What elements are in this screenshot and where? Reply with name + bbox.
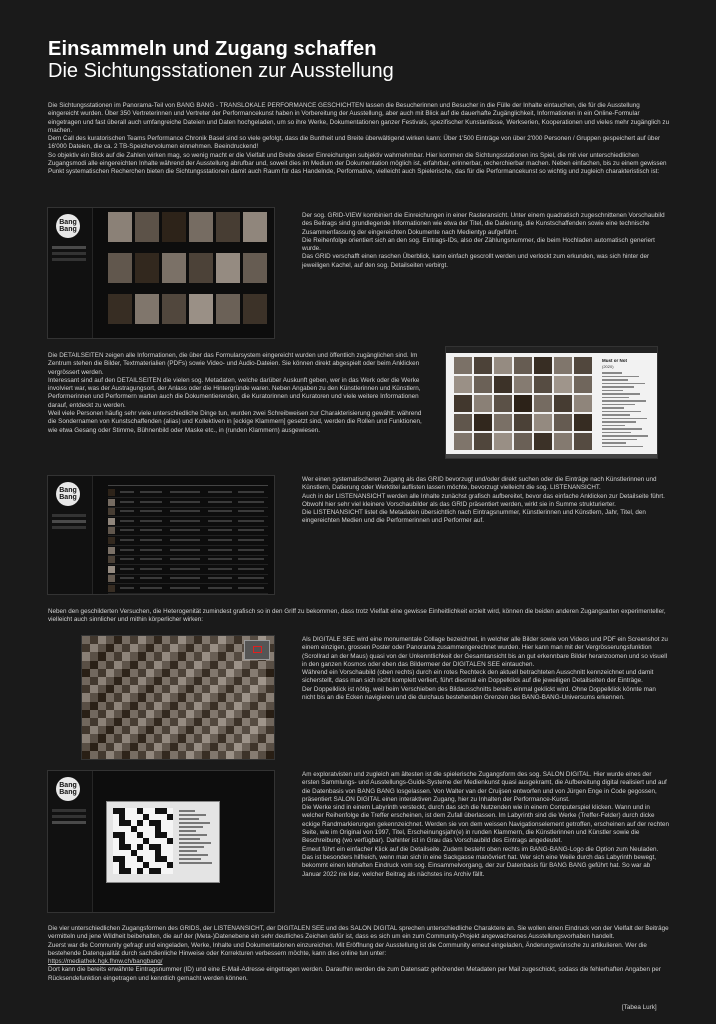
bridge-text xyxy=(48,608,670,625)
grid-tile[interactable] xyxy=(216,212,240,242)
list-row[interactable] xyxy=(108,584,268,594)
signature: [Tabea Lurk] xyxy=(622,1004,657,1011)
outro_text-paragraph-0: Die vier unterschiedlichen Zugangsformen des GRIDS, der LISTENANSICHT, der DIGITALEN SEE und des SALON DIGITAL sprechen unterschiedliche Charaktere an. Sie wollen einen Eindruck von der Vielfalt der Beiträge vermitteln und jene Wildheit beibehalten, die auf der (Meta-)Datenebene ein sehr deutliches Zeichen dafür ist, dass es sich um ein zum Community-Projekt angewachsenes Ausstellungsvorhaben handelt. xyxy=(48,925,669,941)
detail-thumbnail[interactable] xyxy=(474,376,492,393)
detail-thumbnail[interactable] xyxy=(454,376,472,393)
grid-tile[interactable] xyxy=(243,212,267,242)
salon_text-paragraph-1: Die Werke sind in einem Labyrinth versteckt, durch das sich die Nutzenden wie in einem Computerspiel klicken. Wann und in welcher Reihenfolge die Treffer erscheinen, ist dem Zufall überlassen. Im Labyrinth sind die Werke (Treffer-Felder) durch dicke eckige Randmarkierungen gekennzeichnet. Werden sie von dem weissen Navigationselement getroffen, erscheinen auf der rechten Seite, wie im Original von 1997, Titel, Erscheinungsjahr(e) in runden Klammern, die Künstlerinnen und Künstler sowie die Beschreibung (wo verfügbar). Dahinter ist in Grau das Vorschaubild des Eintrags angedeutet. xyxy=(302,804,669,845)
grid-tile[interactable] xyxy=(162,294,186,324)
detail-thumbnail[interactable] xyxy=(494,376,512,393)
grid-tile[interactable] xyxy=(135,212,159,242)
grid-tile[interactable] xyxy=(216,294,240,324)
detail-thumbnail[interactable] xyxy=(534,414,552,431)
detail-thumbnail[interactable] xyxy=(454,395,472,412)
detail-thumbnail[interactable] xyxy=(574,395,592,412)
list-row[interactable] xyxy=(108,536,268,546)
bang-bang-logo: Bang Bang xyxy=(56,482,80,506)
grid-tile[interactable] xyxy=(108,212,132,242)
sidebar xyxy=(48,476,93,594)
bang-bang-logo: Bang Bang xyxy=(56,777,80,801)
list-row[interactable] xyxy=(108,565,268,575)
intro-paragraph-0: Die Sichtungsstationen im Panorama-Teil von BANG BANG - TRANSLOKALE PERFORMANCE GESCHICHTEN lassen die Besucherinnen und Besucher in die Fülle der Inhalte eintauchen, die für die Ausstellung eingereicht wurden. Über 350 Vertreterinnen und Vertreter der Performancekunst haben in Vorbereitung der Ausstellung, aber auch mit Blick auf die dauerhafte Zugänglichkeit, Informationen in ein Online-Formular eingetragen und fast überall auch umfangreiche Dateien und Daten hochgeladen, um so ihre Werke, Dokumentationen ganzer Festivals, spezifischer Kunstanlässe, Werkserien, Kooperationen und vieles mehr zugänglich zu machen. xyxy=(48,102,670,134)
detail-thumbnail[interactable] xyxy=(514,395,532,412)
list_text-paragraph-1: Auch in der LISTENANSICHT werden alle Inhalte zunächst grafisch aufbereitet, bevor das einfache Anklicken zur Detailseite führt. Obwohl hier sehr viel kleinere Vorschaubilder als das GRID präsentiert werden, wirkt sie in Summe strukturierter. xyxy=(302,492,665,508)
detail-thumbnail[interactable] xyxy=(494,357,512,374)
detail-thumbnail[interactable] xyxy=(494,433,512,450)
digital-see-text xyxy=(302,636,670,702)
list-row[interactable] xyxy=(108,517,268,527)
salon-digital-screenshot xyxy=(47,770,275,913)
detail-thumbnail[interactable] xyxy=(554,357,572,374)
salon_text-paragraph-2: Erneut führt ein einfacher Klick auf die Detailseite. Zudem besteht oben rechts im BANG-BANG-Logo die Option zum Neuladen. Das ist besonders hilfreich, wenn man sich in eine Sackgasse manövriert hat. Wer sich eine Weile durch das Labyrinth bewegt, bekommt einen lebhaften Eindruck vom sog. Einsammelvorgang, der zur Datenbasis für BANG BANG geführt hat. So war ab Januar 2022 nie klar, welcher Beitrag als nächstes ins Archiv fällt. xyxy=(302,845,659,878)
grid_text-paragraph-2: Das GRID verschafft einen raschen Überblick, kann einfach gescrollt werden und verlockt zum erkunden, was sich hinter der jeweiligen Kachel, auf den sog. Detailseiten verbirgt. xyxy=(302,253,650,269)
digital_text-paragraph-2: Der Doppelklick ist nötig, weil beim Verschieben des Bildausschnitts bereits einmal geklickt wird. Ohne Doppelklick könnte man nicht bis an die Ecken navigieren und die durchaus bestehenden Grenzen des BANG-BANG-Universums erkennen. xyxy=(302,685,656,702)
intro-paragraph-2: So objektiv ein Blick auf die Zahlen wirken mag, so wenig macht er die Vielfalt und Breite dieser Einreichungen subjektiv wahrnehmbar. Hier kommen die Sichtungsstationen ins Spiel, die mit vier unterschiedlichen Zugangsmodi alle eingereichten Inhalte während der Ausstellung abrufbar und, soweit dies im Medium der Dokumentation möglich ist, erfahrbar, erinnerbar, recherchierbar machen. Neben einfachen, bis zu einem gewissen Punkt systematischen Recherchen bieten die Sichtungsstationen damit auch Raum für das Handelnde, Performative, vielleicht auch Spielerische, das für die Performancekunst so wichtig und zugleich charakteristisch ist: xyxy=(48,151,667,176)
detail-thumbnail[interactable] xyxy=(514,414,532,431)
bridge_text-paragraph-0: Neben den geschilderten Versuchen, die Heterogenität zumindest grafisch so in den Griff zu bekommen, dass trotz Vielfalt eine gewisse Einheitlichkeit erzielt wird, können die beiden anderen Zugangsarten experimenteller, vielleicht auch sinnlicher und mithin körperlicher wirken: xyxy=(48,608,666,624)
detail-pages-text xyxy=(48,352,424,435)
bang-bang-logo: Bang Bang xyxy=(56,214,80,238)
detail-year: (2020) xyxy=(602,364,614,369)
detail-title: Must or Not xyxy=(602,358,627,363)
detail-thumbnail[interactable] xyxy=(574,376,592,393)
viewport-rectangle xyxy=(253,646,262,653)
detail-thumbnail[interactable] xyxy=(534,357,552,374)
list-row[interactable] xyxy=(108,555,268,565)
digital-see-screenshot xyxy=(81,635,275,760)
salon-digital-text xyxy=(302,771,670,879)
salon_text-paragraph-0: Am exploratvisten und zugleich am ältesten ist die spielerische Zugangsform des sog. SALON DIGITAL. Hier wurde eines der ersten Sammlungs- und Ausstellungs-Guide-Systeme der Medienkunst quasi ausgekramt, die Aufbereitung digital realisiert und auf die Datenbasis von BANG BANG losgelassen. Von Walter van der Cruijsen entworfen und von Jürgen Enge in Code gegossen, präsentiert SALON DIGITAL einen interaktiven Zugang, hier zu Inhalten der Performance-Kunst. xyxy=(302,771,667,803)
list-row[interactable] xyxy=(108,507,268,517)
mediathek-link[interactable]: https://mediathek.hgk.fhnw.ch/bangbang/ xyxy=(48,958,163,966)
detail-thumbnail[interactable] xyxy=(494,395,512,412)
detail-thumbnail[interactable] xyxy=(474,357,492,374)
list-row[interactable] xyxy=(108,526,268,536)
grid-tile[interactable] xyxy=(108,253,132,283)
grid-tile[interactable] xyxy=(162,212,186,242)
grid-tile[interactable] xyxy=(135,294,159,324)
intro-text xyxy=(48,102,670,177)
detail-thumbnail[interactable] xyxy=(454,357,472,374)
detail-page-screenshot xyxy=(445,346,658,459)
detail-thumbnail[interactable] xyxy=(554,376,572,393)
detail-thumbnail[interactable] xyxy=(514,433,532,450)
detail-thumbnail[interactable] xyxy=(554,395,572,412)
detail-thumbnail[interactable] xyxy=(574,414,592,431)
detail-thumbnail[interactable] xyxy=(474,414,492,431)
grid-tile[interactable] xyxy=(216,253,240,283)
sidebar xyxy=(48,771,93,912)
grid-tile[interactable] xyxy=(189,253,213,283)
outro-text xyxy=(48,925,670,983)
grid-tile[interactable] xyxy=(243,253,267,283)
grid-tile[interactable] xyxy=(243,294,267,324)
page-subtitle: Die Sichtungsstationen zur Ausstellung xyxy=(48,60,394,82)
grid-tile[interactable] xyxy=(108,294,132,324)
outro_text-paragraph-1: Zuerst war die Community gefragt und eingeladen, Werke, Inhalte und Dokumentationen einzureichen. Mit Eröffnung der Ausstellung ist die Community erneut eingeladen, Änderungswünsche zu artikulieren. Wer die bestehende Datenqualität durch sachdienliche Hinweise oder Korrekturen verbessern möchte, kann dies online tun unter: xyxy=(48,941,647,957)
detail_text-paragraph-1: Interessant sind auf den DETAILSEITEN die vielen sog. Metadaten, welche darüber Auskunft geben, wer in das Werk oder die Werke involviert war, was der Austragungsort, der Anlass oder die Hintergründe waren. Neben Angaben zu den Künstlerinnen und Künstlern, Performerinnen und Performern warten auch die Dokumentierenden, die Kuratorinnen und Kuratoren und viele weitere Informationen darauf, entdeckt zu werden. xyxy=(48,376,421,409)
intro-paragraph-1: Dem Call des kuratorischen Teams Performance Chronik Basel sind so viele gefolgt, dass die Buntheit und Breite überwältigend wirken kann: Über 1'500 Einträge von über 2'000 Personen / Gruppen gespeichert auf über 16'000 Dateien, die ca. 2 TB-Speichervolumen einnehmen. Beeindruckend! xyxy=(48,135,661,151)
detail-thumbnail[interactable] xyxy=(554,414,572,431)
grid-tile[interactable] xyxy=(189,212,213,242)
detail-thumbnail[interactable] xyxy=(574,357,592,374)
labyrinth[interactable] xyxy=(113,808,173,874)
list-view-text xyxy=(302,476,670,526)
detail-thumbnail[interactable] xyxy=(514,357,532,374)
detail-thumbnail[interactable] xyxy=(574,433,592,450)
grid-tile[interactable] xyxy=(189,294,213,324)
detail-thumbnail[interactable] xyxy=(454,433,472,450)
grid-view-screenshot xyxy=(47,207,275,339)
sidebar xyxy=(48,208,93,338)
list-row[interactable] xyxy=(108,488,268,498)
detail-thumbnail[interactable] xyxy=(494,414,512,431)
overview-thumbnail xyxy=(244,640,270,660)
grid-view-text xyxy=(302,212,670,270)
list_text-paragraph-0: Wer einen systematischeren Zugang als das GRID bevorzugt und/oder direkt suchen oder die Einträge nach Künstlerinnen und Künstlern, Datierung oder Werktitel auflisten lassen möchte, bevorzugt vielleicht die sog. LISTENANSICHT. xyxy=(302,476,657,492)
grid_text-paragraph-1: Die Reihenfolge orientiert sich an den sog. Eintrags-IDs, also der Zählungsnummer, die beim Hochladen automatisch generiert wurde. xyxy=(302,236,655,253)
grid_text-paragraph-0: Der sog. GRID-VIEW kombiniert die Einreichungen in einer Rasteransicht. Unter einem quadratisch zugeschnittenen Vorschaubild des Beitrags sind grundlegende Informationen wie etwa der Titel, die Datierung, die Kunstschaffenden sowie eine technische Zusammenfassung der eingereichten Dokumente nach Medientyp aufgeführt. xyxy=(302,212,665,236)
detail-thumbnail[interactable] xyxy=(474,433,492,450)
list_text-paragraph-2: Die LISTENANSICHT listet die Metadaten übersichtlich nach Eintragsnummer, Künstlerinnen und Künstlern, Jahr, Titel, den eingereichten Medien und die Performerinnen und Performer auf. xyxy=(302,509,646,525)
detail-thumbnail[interactable] xyxy=(474,395,492,412)
detail-thumbnail[interactable] xyxy=(534,376,552,393)
outro_tail-paragraph-0: Dort kann die bereits erwähnte Eintragsnummer (ID) und eine E-Mail-Adresse eingetragen werden. Daraufhin werden die zum Datensatz gehörenden Metadaten per Mail zugeschickt, sodass die fehlerhaften Angaben per Rücksendefunktion eingetragen und kenntlich gemacht werden können. xyxy=(48,966,661,982)
detail_text-paragraph-2: Weil viele Personen häufig sehr viele unterschiedliche Dinge tun, wurden zwei Schreibweisen zur Charakterisierung gewählt: während die Sondernamen von Kunstschaffenden (alias) und Kollektiven in [eckige Klammern] gesetzt sind, werden die Rollen und Funktionen, wie etwa Gesang oder Stimme, Bühnenbild oder Maske etc., in (runden Klammern) ausgewiesen. xyxy=(48,410,422,434)
detail-thumbnail[interactable] xyxy=(534,433,552,450)
list-row[interactable] xyxy=(108,574,268,584)
digital_text-paragraph-0: Als DIGITALE SEE wird eine monumentale Collage bezeichnet, in welcher alle Bilder sowie von Videos und PDF ein Screenshot zu einem einzigen, grossen Poster oder Panorama zusammengerechnet wurden. Hier kann man mit der Vergrösserungsfunktion (Scrollrad an der Maus) quasi von der Unkenntlichkeit der Gesamtansicht bis an gut erkennbare Bilder heranzoomen und so visuell in den ganzen Kosmos oder eben das Bildermeer der DIGITALEN SEE eintauchen. xyxy=(302,636,668,668)
list-row[interactable] xyxy=(108,546,268,556)
page-title: Einsammeln und Zugang schaffen xyxy=(48,38,377,60)
grid-tile[interactable] xyxy=(135,253,159,283)
detail-thumbnail[interactable] xyxy=(554,433,572,450)
detail-thumbnail[interactable] xyxy=(534,395,552,412)
detail-thumbnail[interactable] xyxy=(514,376,532,393)
list-view-screenshot xyxy=(47,475,275,595)
detail_text-paragraph-0: Die DETAILSEITEN zeigen alle Informationen, die über das Formularsystem eingereicht wurden und öffentlich zugänglichen sind. Im Zentrum stehen die Bilder, Textmaterialien (PDFs) sowie Video- und Audio-Dateien. Sie können direkt abgespielt oder beim Anklicken vergrössert werden. xyxy=(48,352,420,376)
grid-tile[interactable] xyxy=(162,253,186,283)
list-row[interactable] xyxy=(108,498,268,508)
digital_text-paragraph-1: Während ein Vorschaubild (oben rechts) durch ein rotes Rechteck den aktuell betrachteten Ausschnitt kennzeichnet und damit sicherstellt, dass man sich nicht komplett verliert, führt diesmal ein Doppelklick auf die jeweiligen Detailseiten der Einträge. xyxy=(302,669,654,685)
detail-thumbnail[interactable] xyxy=(454,414,472,431)
